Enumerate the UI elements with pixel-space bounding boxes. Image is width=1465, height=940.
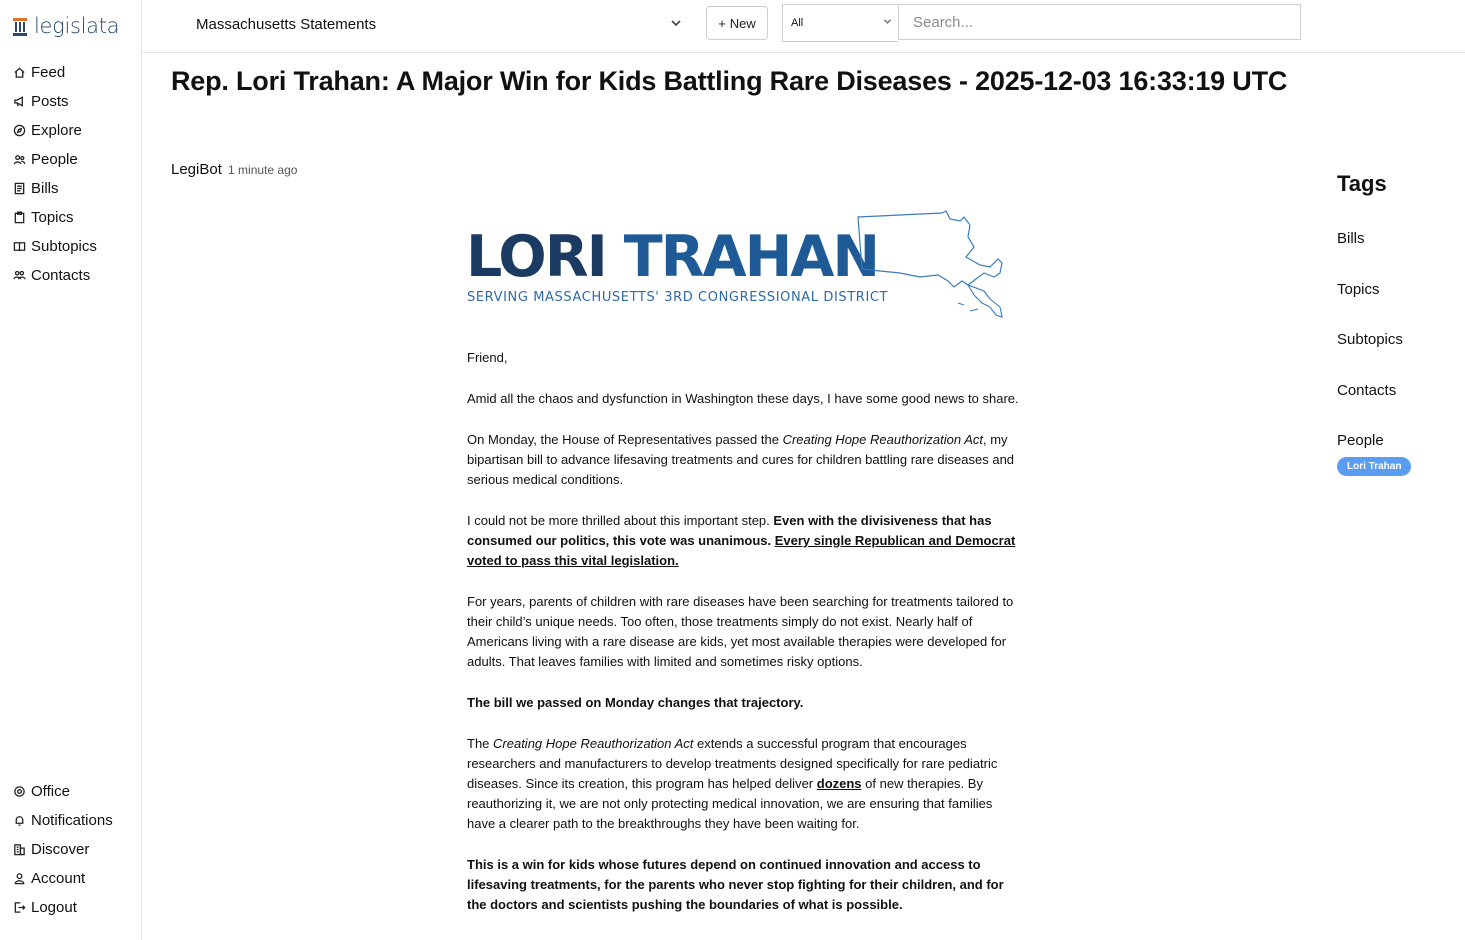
sidebar-item-logout[interactable] bbox=[12, 893, 113, 922]
gear-icon bbox=[12, 785, 26, 799]
user-icon bbox=[12, 872, 26, 886]
banner-name bbox=[466, 224, 879, 290]
tag-pill-person[interactable]: Lori Trahan bbox=[1337, 457, 1411, 476]
sidebar-item-label: Bills bbox=[31, 180, 59, 197]
paragraph: This is a win for kids whose futures depend on continued innovation and access to lifesaving treatments, for the parents who never stop fighting for their children, and for the doctors and scientists pushing the boundaries of what is possible. bbox=[467, 857, 1004, 912]
banner-image bbox=[466, 207, 1022, 319]
sidebar-item-label: Discover bbox=[31, 841, 90, 858]
clipboard-icon bbox=[12, 211, 26, 225]
tags-panel bbox=[1337, 171, 1457, 476]
tag-group-people bbox=[1337, 432, 1457, 476]
new-button[interactable] bbox=[706, 6, 768, 40]
author-name[interactable]: LegiBot bbox=[171, 161, 222, 178]
scope-select-value: All bbox=[791, 17, 804, 29]
paragraph: For years, parents of children with rare diseases have been searching for treatments tailored to their child’s unique needs. Too often, those treatments simply do not exist. Nearly half of Americans living with a rare disease are kids, yet most available therapies were developed for adults. That leaves families with limited and sometimes risky options. bbox=[467, 594, 1014, 669]
compass-icon bbox=[12, 124, 26, 138]
post-time: 1 minute ago bbox=[228, 163, 298, 177]
sidebar-item-feed[interactable] bbox=[12, 58, 97, 87]
chevron-down-icon bbox=[670, 16, 682, 33]
massachusetts-map-icon bbox=[850, 207, 1022, 319]
sidebar-item-posts[interactable] bbox=[12, 87, 97, 116]
sidebar-item-label: Explore bbox=[31, 122, 82, 139]
feed-select-value: Massachusetts Statements bbox=[196, 15, 377, 33]
document-icon bbox=[12, 182, 26, 196]
post-meta bbox=[171, 161, 297, 178]
page-title: Rep. Lori Trahan: A Major Win for Kids Battling Rare Diseases - 2025-12-03 16:33:19 UTC bbox=[171, 66, 1288, 96]
sidebar-item-notifications[interactable] bbox=[12, 806, 113, 835]
book-icon bbox=[12, 240, 26, 254]
sidebar-bottom-nav bbox=[12, 777, 113, 922]
contacts-icon bbox=[12, 269, 26, 283]
tag-group-subtopics[interactable]: Subtopics bbox=[1337, 331, 1403, 348]
paragraph: Friend, bbox=[467, 350, 508, 365]
tag-group-people-label[interactable]: People bbox=[1337, 432, 1384, 449]
sidebar-item-bills[interactable] bbox=[12, 174, 97, 203]
logo-text: legislata bbox=[34, 14, 120, 38]
banner-last-name: TRAHAN bbox=[623, 224, 879, 290]
sidebar-item-label: Subtopics bbox=[31, 238, 97, 255]
search-input[interactable] bbox=[898, 4, 1301, 40]
people-icon bbox=[12, 153, 26, 167]
feed-select[interactable] bbox=[196, 14, 682, 34]
sidebar-item-label: Notifications bbox=[31, 812, 113, 829]
banner-subtitle: SERVING MASSACHUSETTS' 3RD CONGRESSIONAL DISTRICT bbox=[467, 290, 889, 305]
banner-first-name: LORI bbox=[466, 224, 606, 290]
sidebar-item-label: Contacts bbox=[31, 267, 91, 284]
paragraph: On Monday, the House of Representatives passed the Creating Hope Reauthorization Act, my bipartisan bill to advance lifesaving treatments and cures for children battling rare diseases and serious medical conditions. bbox=[467, 432, 1015, 487]
paragraph: The bill we passed on Monday changes that trajectory. bbox=[467, 695, 804, 710]
tag-group-contacts[interactable]: Contacts bbox=[1337, 381, 1397, 399]
sidebar-item-label: Logout bbox=[31, 899, 77, 916]
plus-icon: + bbox=[718, 15, 726, 31]
sidebar-item-label: Feed bbox=[31, 64, 66, 81]
paragraph: Amid all the chaos and dysfunction in Washington these days, I have some good news to share. bbox=[467, 391, 1019, 406]
sidebar-item-subtopics[interactable] bbox=[12, 232, 97, 261]
logo[interactable] bbox=[12, 14, 119, 38]
tag-group-topics[interactable]: Topics bbox=[1337, 280, 1380, 298]
paragraph: I could not be more thrilled about this important step. Even with the divisiveness that has consumed our politics, this vote was unanimous. Every single Republican and Democrat voted to pass this vital legislation. bbox=[467, 513, 1016, 568]
sidebar-item-account[interactable] bbox=[12, 864, 113, 893]
top-bar bbox=[142, 0, 1465, 53]
sidebar bbox=[0, 0, 142, 940]
sidebar-item-label: Posts bbox=[31, 93, 69, 110]
emphasis-link: Every single Republican and Democrat voted to pass this vital legislation. bbox=[467, 533, 1016, 568]
tags-heading: Tags bbox=[1337, 171, 1387, 196]
logout-icon bbox=[12, 901, 26, 915]
sidebar-item-explore[interactable] bbox=[12, 116, 97, 145]
bell-icon bbox=[12, 814, 26, 828]
sidebar-item-label: Office bbox=[31, 783, 70, 800]
sidebar-item-discover[interactable] bbox=[12, 835, 113, 864]
tag-group-bills[interactable]: Bills bbox=[1337, 230, 1365, 247]
sidebar-item-label: Account bbox=[31, 870, 86, 887]
sidebar-item-office[interactable] bbox=[12, 777, 113, 806]
sidebar-item-topics[interactable] bbox=[12, 203, 97, 232]
building-icon bbox=[12, 843, 26, 857]
scope-select[interactable] bbox=[782, 4, 898, 42]
capitol-logo-icon bbox=[12, 15, 28, 37]
sidebar-item-people[interactable] bbox=[12, 145, 97, 174]
sidebar-item-label: People bbox=[31, 151, 78, 168]
paragraph: The Creating Hope Reauthorization Act extends a successful program that encourages researchers and manufacturers to develop treatments designed specifically for rare pediatric diseases. Since its creation, this program has helped deliver dozens of new therapies. By reauthorizing it, we are not only protecting medical innovation, we are ensuring that families have a clearer path to the breakthroughs they have been waiting for. bbox=[467, 736, 998, 831]
post-body bbox=[467, 348, 1023, 936]
dozens-link[interactable]: dozens bbox=[816, 776, 862, 791]
sidebar-nav bbox=[12, 58, 97, 290]
chevron-down-icon bbox=[883, 17, 892, 29]
home-icon bbox=[12, 66, 26, 80]
new-button-label: New bbox=[729, 15, 756, 31]
sidebar-item-contacts[interactable] bbox=[12, 261, 97, 290]
sidebar-item-label: Topics bbox=[31, 209, 74, 226]
megaphone-icon bbox=[12, 95, 26, 109]
